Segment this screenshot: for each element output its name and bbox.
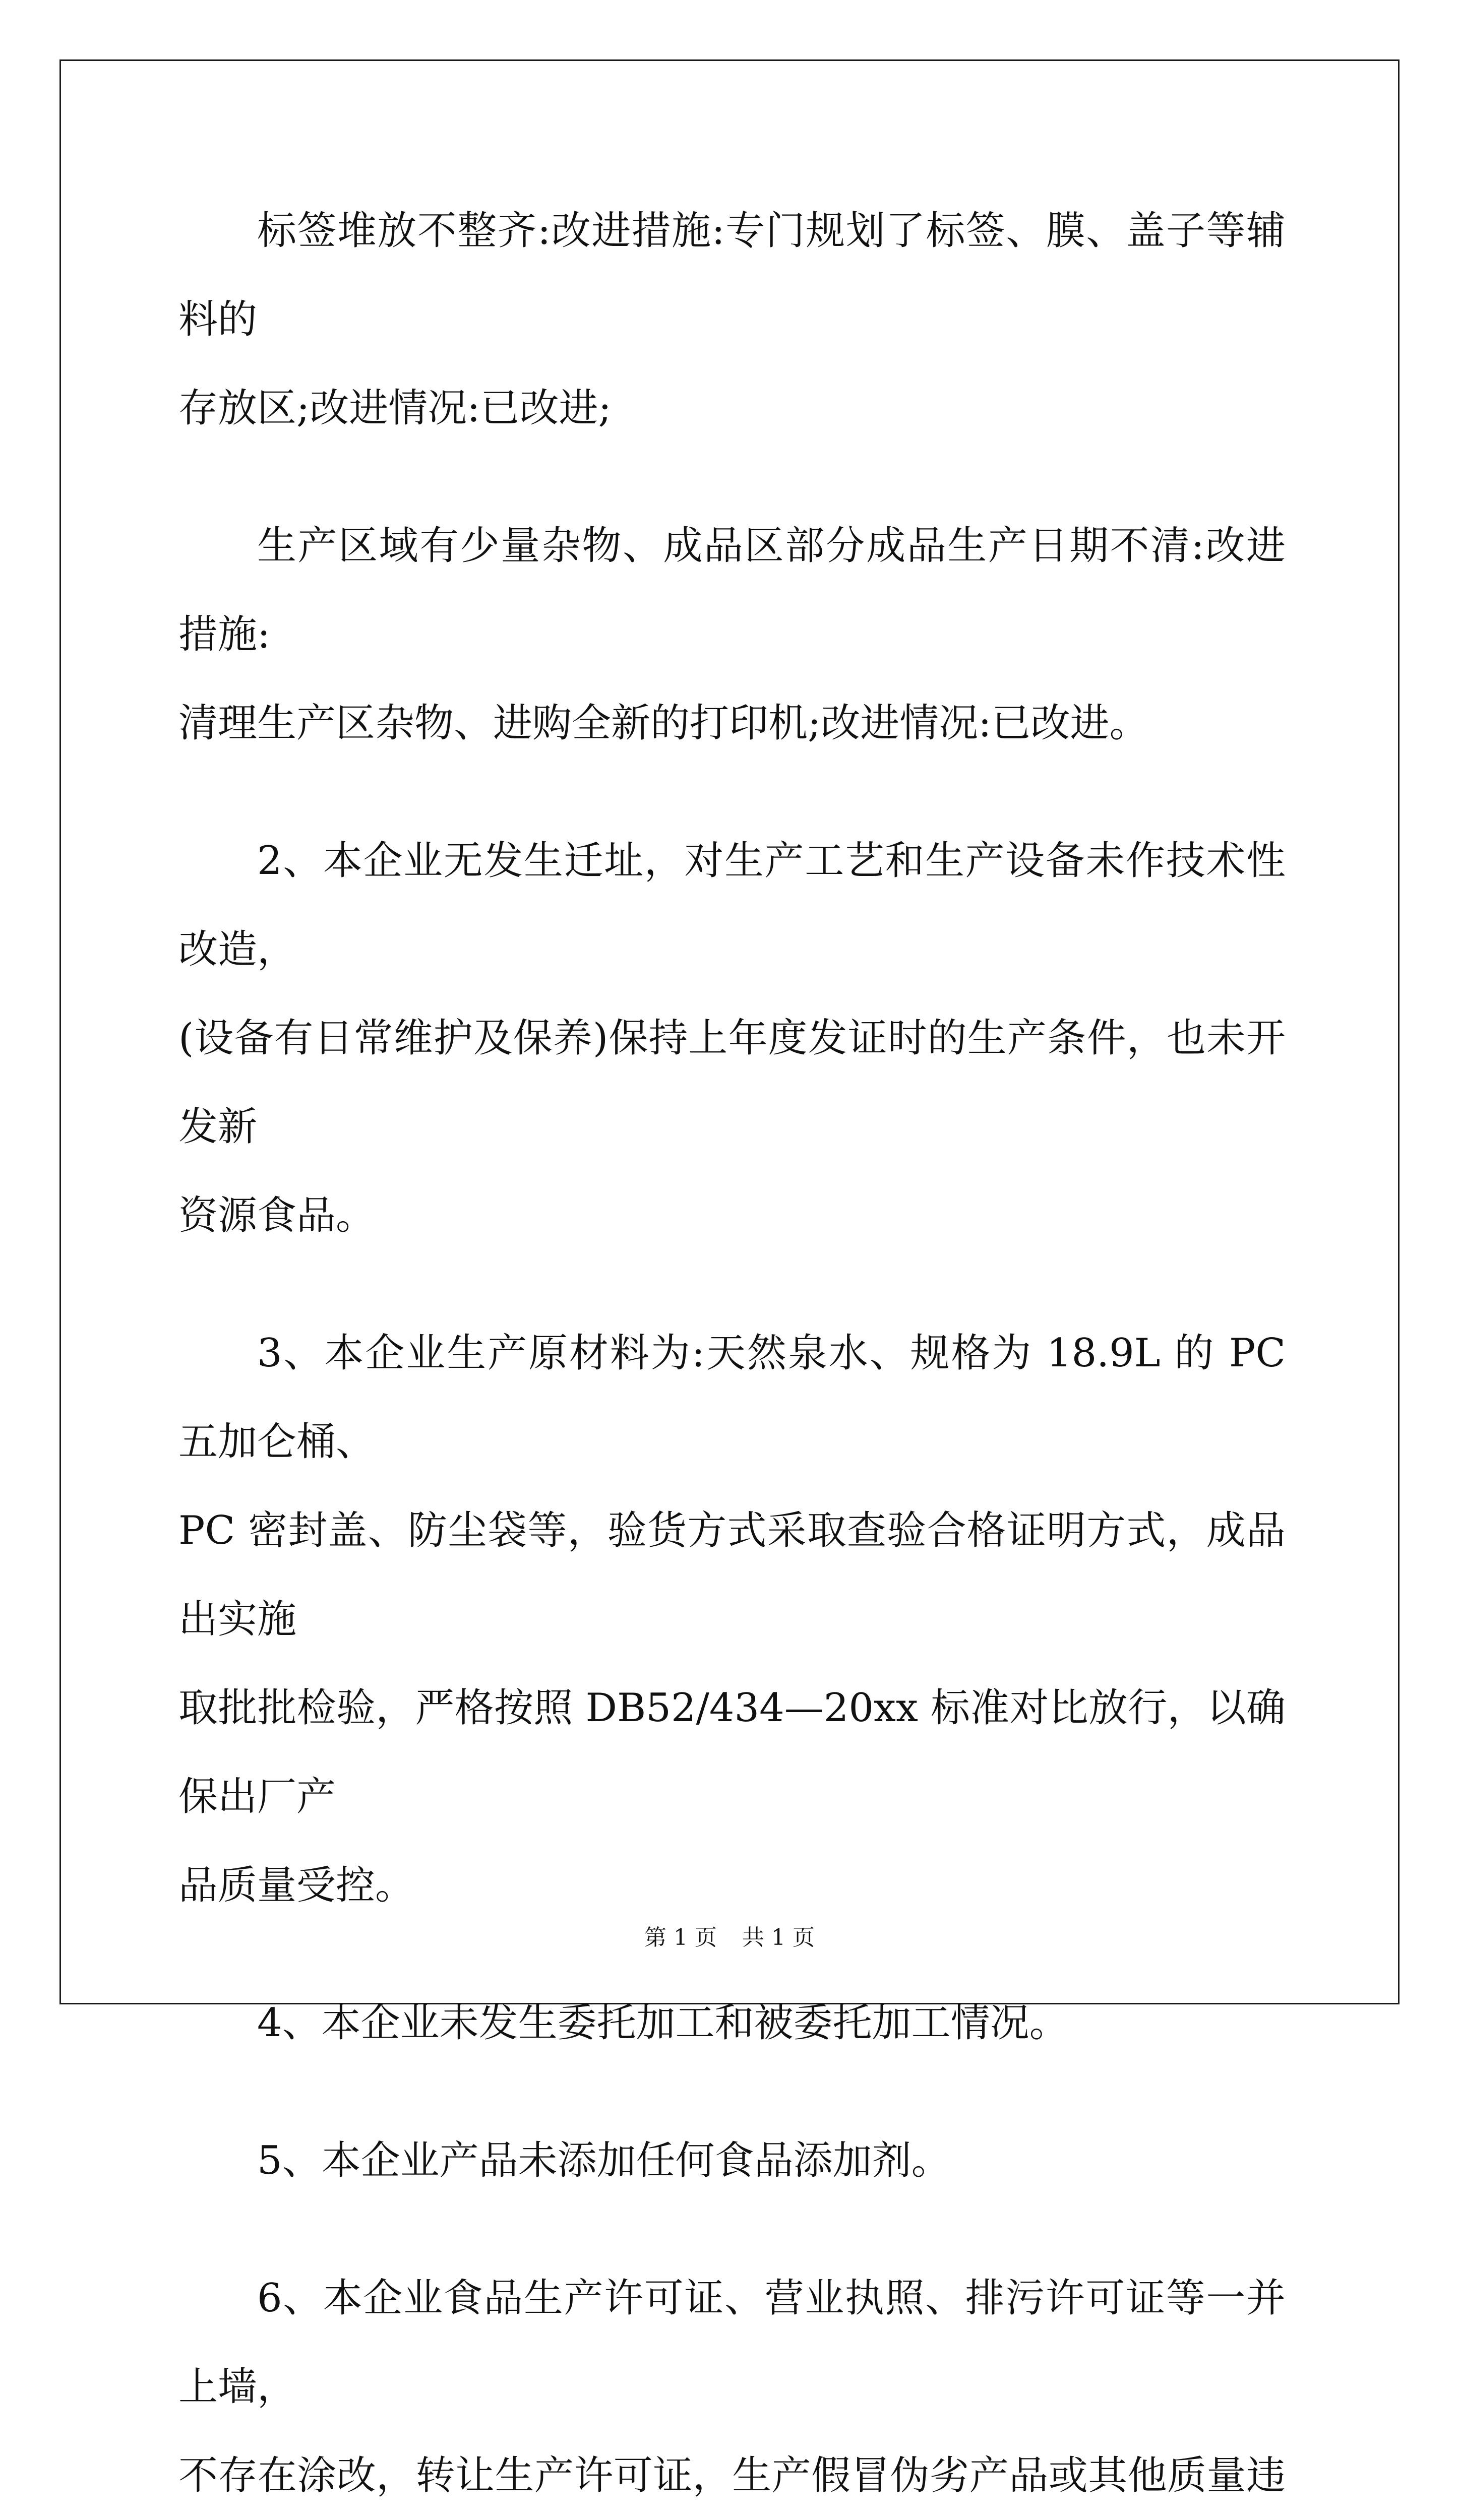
paragraph-3 [178, 816, 1286, 1260]
text-line: 5、本企业产品未添加任何食品添加剂。 [257, 2138, 951, 2183]
text-line: 2、本企业无发生迁址，对生产工艺和生产设备未作技术性改造， [178, 838, 1286, 972]
text-line: 取批批检验，严格按照 DB52/434—20xx 标准对比放行，以确保出厂产 [178, 1685, 1286, 1819]
page-total: 共 1 页 [742, 1925, 815, 1950]
page-footer [0, 1919, 1459, 1951]
text-line: 标签堆放不整齐:改进措施:专门规划了标签、膜、盖子等辅料的 [178, 208, 1286, 342]
paragraph-2 [178, 501, 1286, 768]
text-line: 生产区域有少量杂物、成品区部分成品生产日期不清:改进措施: [178, 523, 1286, 657]
text-line: 不存在涂改，转让生产许可证，生产假冒伪劣产品或其他质量违 [178, 2453, 1286, 2498]
text-line: 3、本企业生产原材料为:天然泉水、规格为 18.9L 的 PC 五加仑桶、 [178, 1331, 1286, 1465]
paragraph-5 [178, 1979, 1286, 2067]
paragraph-6 [178, 2116, 1286, 2205]
text-line: 6、本企业食品生产许可证、营业执照、排污许可证等一并上墙， [178, 2276, 1286, 2410]
text-line: 清理生产区杂物、进购全新的打印机;改进情况:已改进。 [178, 701, 1149, 746]
text-line: PC 密封盖、防尘袋等，验货方式采取查验合格证明方式，成品出实施 [178, 1508, 1286, 1642]
document-body [178, 186, 1286, 2520]
text-line: 资源食品。 [178, 1193, 376, 1238]
paragraph-1 [178, 186, 1286, 453]
page-number: 第 1 页 [644, 1925, 717, 1950]
text-line: 存放区;改进情况:已改进; [178, 386, 612, 431]
text-line: (设备有日常维护及保养)保持上年度发证时的生产条件，也未开发新 [178, 1016, 1286, 1150]
paragraph-7 [178, 2254, 1286, 2520]
text-line: 4、本企业未发生委托加工和被委托加工情况。 [257, 2000, 1069, 2046]
paragraph-4 [178, 1309, 1286, 1930]
text-line: 品质量受控。 [178, 1863, 415, 1908]
